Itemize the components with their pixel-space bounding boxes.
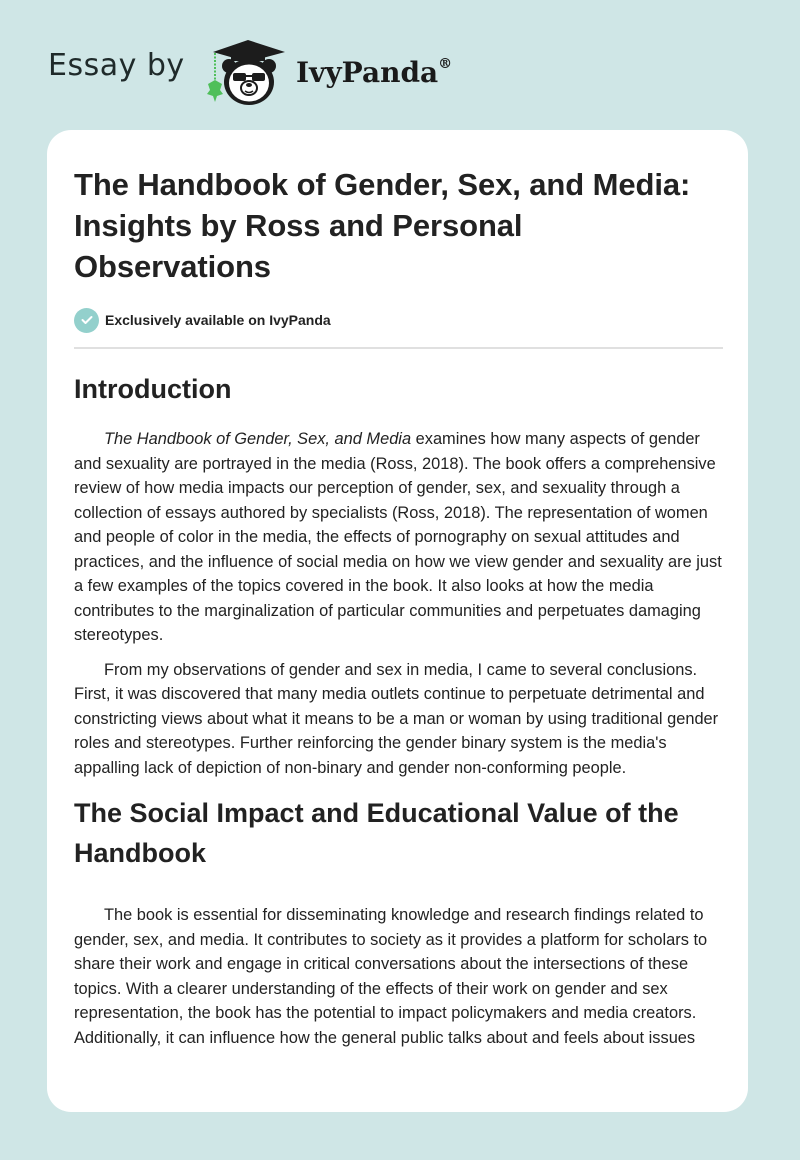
panda-graduate-icon[interactable] <box>203 36 293 108</box>
exclusive-badge-text: Exclusively available on IvyPanda <box>105 312 331 328</box>
essay-card <box>47 130 748 1112</box>
paragraph: The Handbook of Gender, Sex, and Media examines how many aspects of gender and sexuality are portrayed in the media (Ross, 2018). The book offers a comprehensive review of how media impacts our perception of gender, sex, and sexuality through a collection of essays authored by specialists (Ross, 2018). The representation of women and people of color in the media, the effects of pornography on sexual attitudes and practices, and the influence of social media on how we view gender and sexuality are just a few examples of the topics covered in the book. It also looks at how the media contributes to the marginalization of particular communities and perpetuates damaging stereotypes. <box>74 430 722 644</box>
section-heading-social-impact: The Social Impact and Educational Value of the Handbook <box>74 798 679 868</box>
trademark-symbol: ® <box>438 55 453 72</box>
exclusive-badge <box>74 307 722 333</box>
paragraph: The book is essential for disseminating knowledge and research findings related to gender, sex, and media. It contributes to society as it provides a platform for scholars to share their work and engage in critical conversations about the intersections of these topics. With a clearer understanding of the effects of their work on gender and sex representation, the book has the potential to impact policymakers and media creators. Additionally, it can influence how the general public talks about and feels about issues <box>74 906 708 1047</box>
site-header <box>0 0 800 130</box>
essay-title: The Handbook of Gender, Sex, and Media: Insights by Ross and Personal Observations <box>74 167 691 284</box>
brand-logo-text[interactable]: IvyPanda® <box>296 55 453 89</box>
paragraph: From my observations of gender and sex in media, I came to several conclusions. First, it was discovered that many media outlets continue to perpetuate detrimental and constricting views about what it means to be a man or woman by using traditional gender roles and stereotypes. Further reinforcing the gender binary system is the media's appalling lack of depiction of non-binary and gender non-conforming people. <box>74 660 719 777</box>
section-heading-introduction: Introduction <box>74 374 232 404</box>
book-title-italic: The Handbook of Gender, Sex, and Media <box>104 430 412 448</box>
divider <box>74 347 723 349</box>
check-circle-icon <box>74 308 99 333</box>
essay-by-label: Essay by <box>48 48 185 83</box>
